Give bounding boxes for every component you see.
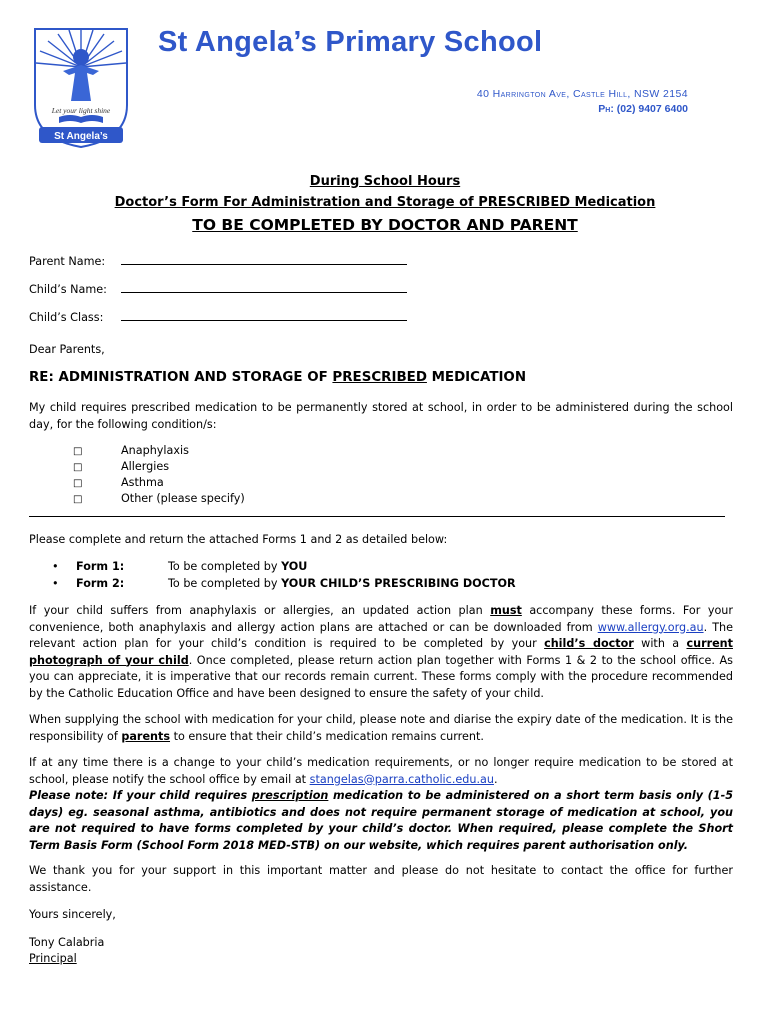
bullet-icon: • bbox=[52, 577, 59, 590]
form-2-bold: YOUR CHILD’S PRESCRIBING DOCTOR bbox=[281, 577, 516, 590]
re-prefix: RE: ADMINISTRATION AND STORAGE OF bbox=[29, 370, 333, 385]
text-span: When supplying the school with medication for your child, please note and diarise the expiry date of the medication. It is the responsibility of bbox=[29, 713, 733, 743]
logo-motto: Let your light shine bbox=[51, 106, 111, 115]
parent-name-line[interactable] bbox=[121, 254, 407, 265]
form-1-bold: YOU bbox=[281, 560, 308, 573]
child-class-line[interactable] bbox=[121, 310, 407, 321]
specify-line[interactable] bbox=[29, 516, 725, 517]
signatory-name: Tony Calabria bbox=[29, 936, 105, 949]
condition-label: Allergies bbox=[121, 460, 170, 473]
re-heading bbox=[29, 370, 526, 385]
form-1-item bbox=[52, 559, 307, 576]
school-address: 40 Harrington Ave, Castle Hill, NSW 2154 bbox=[476, 88, 688, 100]
form-2-text: To be completed by bbox=[168, 577, 282, 590]
signatory-title: Principal bbox=[29, 952, 77, 965]
checkbox-icon[interactable]: □ bbox=[73, 494, 83, 505]
note-text: medication to be administered on a short term basis only (1-5 days) eg. seasonal asthma, antibiotics and does not require permanent storage of medication at school, you are not required to have forms completed by your child’s doctor. When required, please complete the Short Term Basis Form (School Form 2018 MED-STB) on our website, which requires parent authorisation only. bbox=[29, 789, 733, 852]
condition-anaphylaxis[interactable] bbox=[73, 443, 189, 461]
title-completed-by: TO BE COMPLETED BY DOCTOR AND PARENT bbox=[192, 216, 578, 234]
school-phone: Ph: (02) 9407 6400 bbox=[598, 103, 688, 115]
condition-other[interactable] bbox=[73, 491, 245, 509]
condition-label: Anaphylaxis bbox=[121, 444, 189, 457]
text-span: . bbox=[493, 772, 498, 786]
bullet-icon: • bbox=[52, 560, 59, 573]
parent-name-label: Parent Name: bbox=[29, 255, 106, 268]
school-logo bbox=[33, 27, 129, 149]
re-underlined: PRESCRIBED bbox=[332, 370, 427, 385]
return-instructions: Please complete and return the attached Forms 1 and 2 as detailed below: bbox=[29, 533, 448, 546]
text-span: . Once completed, please return action plan together with Forms 1 & 2 to the school office. As you can appreciate, it is imperative that our records remain current. These forms comply with the procedure recommended by the Catholic Education Office and have been designed to ensure the safety of your child. bbox=[29, 653, 733, 700]
child-name-label: Child’s Name: bbox=[29, 283, 107, 296]
change-paragraph bbox=[29, 755, 733, 854]
note-prescription: prescription bbox=[251, 789, 329, 802]
condition-allergies[interactable] bbox=[73, 459, 169, 477]
condition-label: Asthma bbox=[121, 476, 164, 489]
condition-asthma[interactable] bbox=[73, 475, 164, 493]
expiry-paragraph bbox=[29, 712, 733, 745]
note-text: Please note: If your child requires bbox=[29, 789, 252, 802]
checkbox-icon[interactable]: □ bbox=[73, 478, 83, 489]
text-span: with a bbox=[633, 637, 687, 650]
form-2-label: Form 2: bbox=[76, 577, 125, 590]
current-photo-emphasis: current photograph of your child bbox=[29, 637, 733, 667]
text-span: to ensure that their child’s medication remains current. bbox=[170, 729, 484, 743]
childs-doctor-emphasis: child’s doctor bbox=[544, 637, 634, 650]
child-class-field[interactable] bbox=[29, 310, 407, 327]
action-plan-paragraph bbox=[29, 603, 733, 702]
child-name-line[interactable] bbox=[121, 282, 407, 293]
form-2-item bbox=[52, 576, 516, 593]
condition-label: Other (please specify) bbox=[121, 492, 245, 505]
text-span: . The relevant action plan for your child’s condition is required to be completed by your bbox=[29, 620, 733, 650]
closing: Yours sincerely, bbox=[29, 908, 116, 921]
child-class-label: Child’s Class: bbox=[29, 311, 104, 324]
thanks-paragraph: We thank you for your support in this important matter and please do not hesitate to contact the office for further assistance. bbox=[29, 864, 733, 894]
re-suffix: MEDICATION bbox=[426, 370, 527, 385]
must-emphasis: must bbox=[490, 604, 522, 617]
title-form: Doctor’s Form For Administration and Storage of PRESCRIBED Medication bbox=[114, 195, 656, 210]
parent-name-field[interactable] bbox=[29, 254, 407, 271]
checkbox-icon[interactable]: □ bbox=[73, 446, 83, 457]
title-school-hours: During School Hours bbox=[309, 174, 461, 189]
school-name: St Angela’s Primary School bbox=[158, 26, 543, 58]
intro-paragraph: My child requires prescribed medication to be permanently stored at school, in order to be administered during the school day, for the following condition/s: bbox=[29, 401, 733, 431]
text-span: If your child suffers from anaphylaxis or allergies, an updated action plan bbox=[29, 604, 491, 617]
checkbox-icon[interactable]: □ bbox=[73, 462, 83, 473]
text-span: accompany these forms. For your convenience, both anaphylaxis and allergy action plans are attached or can be downloaded from bbox=[29, 604, 734, 634]
form-1-label: Form 1: bbox=[76, 560, 125, 573]
logo-school-name: St Angela’s bbox=[54, 131, 108, 142]
child-name-field[interactable] bbox=[29, 282, 407, 299]
parents-emphasis: parents bbox=[121, 729, 171, 743]
allergy-link[interactable]: www.allergy.org.au bbox=[597, 620, 704, 634]
form-1-text: To be completed by bbox=[168, 560, 282, 573]
text-span: If at any time there is a change to your child’s medication requirements, or no longer require medication to be stored at school, please notify the school office by email at bbox=[29, 756, 733, 786]
email-link[interactable]: stangelas@parra.catholic.edu.au bbox=[309, 772, 494, 786]
greeting: Dear Parents, bbox=[29, 343, 105, 356]
